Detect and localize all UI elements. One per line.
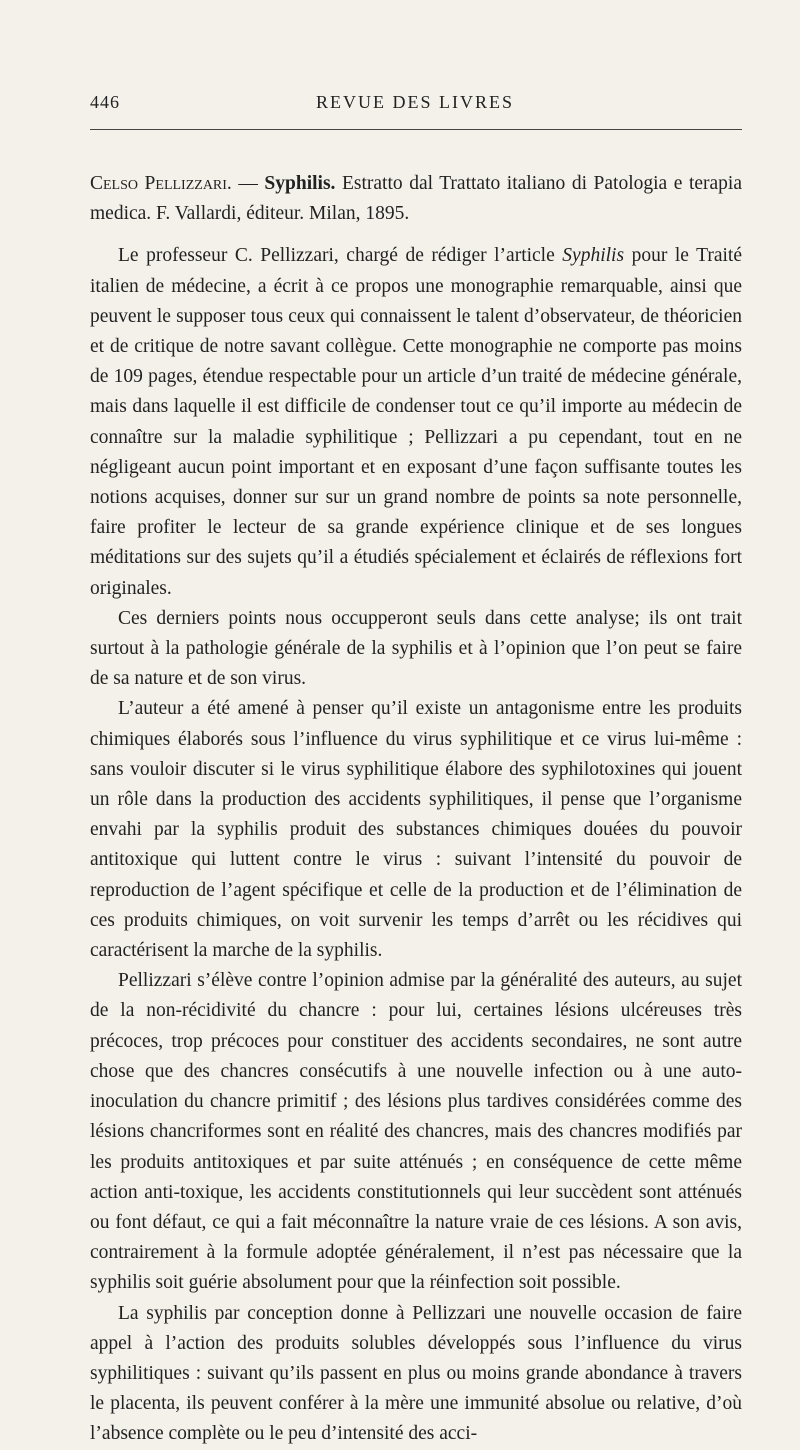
paragraph-2: Ces derniers points nous occupperont seuls dans cette analyse; ils ont trait surtout à la pathologie générale de la syphilis et à l’opinion que l’on peut se faire de sa nature et de son virus. <box>90 607 742 690</box>
book-citation <box>90 169 742 229</box>
paragraph-1 <box>90 241 742 603</box>
citation-title: Syphilis. <box>264 173 336 194</box>
citation-author: Celso Pellizzari. <box>90 173 232 194</box>
page-header <box>90 92 740 118</box>
paragraph-1-italic: Syphilis <box>562 245 625 267</box>
header-rule <box>90 129 742 130</box>
paragraph-4: Pellizzari s’élève contre l’opinion admise par la généralité des auteurs, au sujet de la non-récidivité du chancre : pour lui, certaines lésions ulcéreuses très précoces, trop précoces pour constituer des accidents secondaires, ne sont autre chose que des chancres consécutifs à une nouvelle infection ou à une auto-inoculation du chancre primitif ; des lésions plus tardives considérées comme des lésions chancriformes sont en réalité des chancres, mais des chancres modifiés par les produits antitoxiques et par suite atténués ; en conséquence de cette même action anti-toxique, les accidents constitutionnels qui leur succèdent sont atténués ou font défaut, ce qui a fait méconnaître la nature vraie de ces lésions. A son avis, contrairement à la formule adoptée généralement, il n’est pas nécessaire que la syphilis soit guérie absolument pour que la réinfection soit possible. <box>90 970 742 1294</box>
paragraph-1-rest: pour le Traité italien de médecine, a écrit à ce propos une monographie remarquable, ainsi que peuvent le supposer tous ceux qui connaissent le talent d’observateur, de théoricien et de critique de notre savant collègue. Cette monographie ne comporte pas moins de 109 pages, étendue respectable pour un article d’un traité de médecine générale, mais dans laquelle il est difficile de condenser tout ce qu’il importe au médecin de connaître sur la maladie syphilitique ; Pellizzari a pu cependant, tout en ne négligeant aucun point important et en exposant d’une façon suffisante toutes les notions acquises, donner sur sur un grand nombre de points sa note personnelle, faire profiter le lecteur de sa grande expérience clinique et de ses longues méditations sur des sujets qu’il a étudiés spécialement et éclairés de réflexions fort originales. <box>90 245 742 599</box>
review-body <box>90 169 742 1450</box>
citation-details: Estratto dal Trattato italiano di Patologia e terapia medica. F. Vallardi, éditeur. Milan, 1895. <box>90 173 742 225</box>
running-title: REVUE DES LIVRES <box>316 92 514 112</box>
paragraph-3: L’auteur a été amené à penser qu’il existe un antagonisme entre les produits chimiques élaborés sous l’influence du virus syphilitique et ce virus lui-même : sans vouloir discuter si le virus syphilitique élabore des syphilotoxines qui jouent un rôle dans la production des accidents syphilitiques, il pense que l’organisme envahi par la syphilis produit des substances chimiques douées du pouvoir antitoxique qui luttent contre le virus : suivant l’intensité du pouvoir de reproduction de l’agent spécifique et celle de la production et de l’élimination de ces produits chimiques, on voit survenir les temps d’arrêt ou les récidives qui caractérisent la marche de la syphilis. <box>90 698 742 962</box>
paragraph-5: La syphilis par conception donne à Pellizzari une nouvelle occasion de faire appel à l’action des produits solubles développés sous l’influence du virus syphilitiques : suivant qu’ils passent en plus ou moins grande abondance à travers le placenta, ils peuvent conférer à la mère une immunité absolue ou relative, d’où l’absence complète ou le peu d’intensité des acci- <box>90 1302 742 1445</box>
citation-dash: — <box>231 173 265 194</box>
paragraph-1-start: Le professeur C. Pellizzari, chargé de rédiger l’article <box>118 245 563 267</box>
page-number: 446 <box>90 92 120 112</box>
